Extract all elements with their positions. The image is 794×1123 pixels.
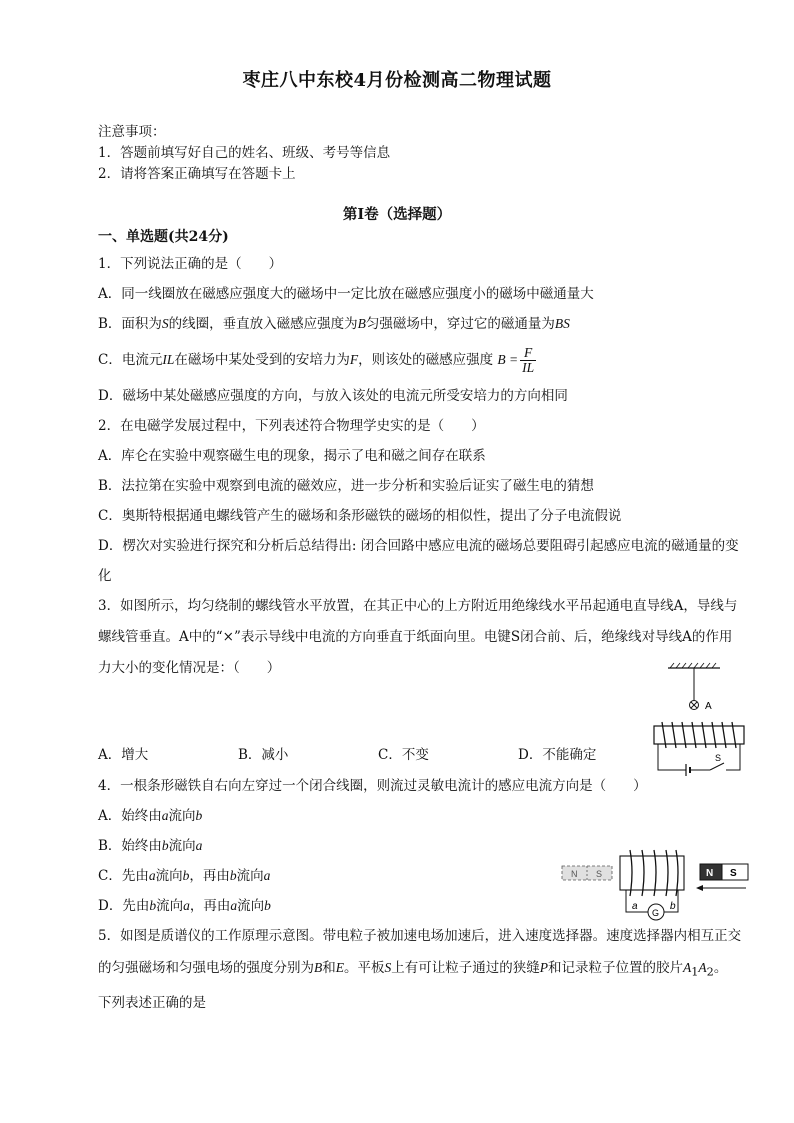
coil-magnet-figure xyxy=(560,846,756,922)
q3-option-b: B．减小 xyxy=(238,747,289,763)
ghost-s-label: S xyxy=(596,869,603,879)
notes-item: 1．答题前填写好自己的姓名、班级、考号等信息 xyxy=(98,145,391,161)
q3-options xyxy=(98,740,658,771)
q3-option-c: C．不变 xyxy=(378,747,429,763)
magnet-n-label: N xyxy=(706,868,714,879)
q3-stem: 3．如图所示，均匀绕制的螺线管水平放置，在其正中心的上方附近用绝缘线水平吊起通电直导线A，导线与 螺线管垂直。A中的“×”表示导线中电流的方向垂直于纸面向里。电键S闭合前、后，绝缘线对导线A的作用 力大小的变化情况是：（ ） xyxy=(98,598,738,676)
notes-heading: 注意事项： xyxy=(98,124,166,140)
fraction-f-over-il: $\frac{F}{IL}$ xyxy=(522,345,535,375)
galvanometer-label: G xyxy=(652,908,660,918)
ghost-magnet xyxy=(562,866,612,880)
q2-stem: 2．在电磁学发展过程中，下列表述符合物理学史实的是（ ） xyxy=(98,418,485,434)
q4-stem: 4．一根条形磁铁自右向左穿过一个闭合线圈，则流过灵敏电流计的感应电流方向是（ ） xyxy=(98,778,647,794)
terminal-b-label: b xyxy=(670,901,676,912)
label-a: A xyxy=(705,701,712,712)
part-title: 一、单选题(共24分) xyxy=(98,229,229,245)
q4-option-a: A．始终由a流向b xyxy=(98,808,203,824)
magnet-s-label: S xyxy=(730,868,737,879)
section-title: 第I卷（选择题） xyxy=(342,206,452,223)
q1-option-a: A．同一线圈放在磁感应强度大的磁场中一定比放在磁感应强度小的磁场中磁通量大 xyxy=(98,286,594,302)
ghost-n-label: N xyxy=(571,869,578,879)
q4-option-c: C．先由a流向b，再由b流向a xyxy=(98,868,271,884)
q1-option-c: C．电流元IL在磁场中某处受到的安培力为F，则该处的磁感应强度 B = $\frac{F}{IL}$ xyxy=(98,345,535,375)
q1-stem: 1．下列说法正确的是（ ） xyxy=(98,256,283,272)
q1-option-b: B．面积为S的线圈，垂直放入磁感应强度为B匀强磁场中，穿过它的磁通量为BS xyxy=(98,316,570,332)
q1-option-d: D．磁场中某处磁感应强度的方向，与放入该处的电流元所受安培力的方向相同 xyxy=(98,388,568,404)
label-switch-s: S xyxy=(715,753,722,763)
page-title: 枣庄八中东校4月份检测高二物理试题 xyxy=(242,70,552,91)
q4-option-d: D．先由b流向a，再由a流向b xyxy=(98,898,271,914)
q2-option-c: C．奥斯特根据通电螺线管产生的磁场和条形磁铁的磁场的相似性，提出了分子电流假说 xyxy=(98,508,622,524)
q3-option-d: D．不能确定 xyxy=(518,747,597,763)
terminal-a-label: a xyxy=(632,901,638,912)
q2-option-d: D．楞次对实验进行探究和分析后总结得出: 闭合回路中感应电流的磁场总要阻碍引起感应电流的磁通量的变 化 xyxy=(98,538,739,584)
notes-block xyxy=(98,122,390,185)
q3-option-a: A．增大 xyxy=(98,747,149,763)
notes-item: 2．请将答案正确填写在答题卡上 xyxy=(98,166,296,182)
q2-option-b: B．法拉第在实验中观察到电流的磁效应，进一步分析和实验后证实了磁生电的猜想 xyxy=(98,478,594,494)
solenoid-figure xyxy=(648,660,748,778)
q4-option-b: B．始终由b流向a xyxy=(98,838,203,854)
q2-option-a: A．库仑在实验中观察磁生电的现象，揭示了电和磁之间存在联系 xyxy=(98,448,486,464)
q5-stem: 5．如图是质谱仪的工作原理示意图。带电粒子被加速电场加速后，进入速度选择器。速度选择器内相互正交 的匀强磁场和匀强电场的强度分别为B和E。平板S上有可让粒子通过的狭缝P和记录粒子位置的胶片$A_1A_2$。 下列表述正确的是 xyxy=(98,928,742,1011)
